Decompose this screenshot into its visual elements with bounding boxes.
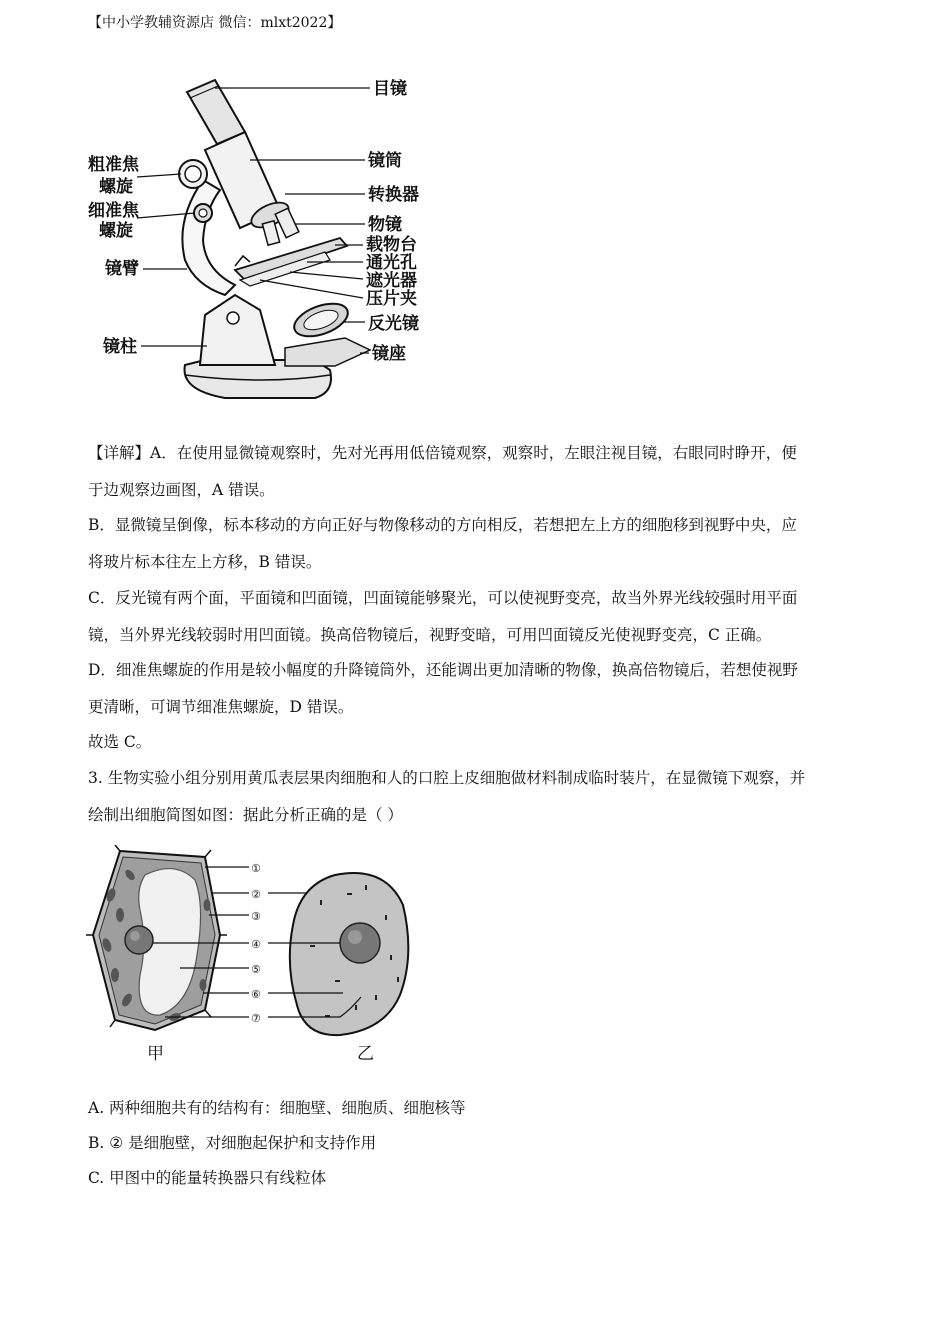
explanation-line-3: B．显微镜呈倒像，标本移动的方向正好与物像移动的方向相反，若想把左上方的细胞移到视野中央，应 bbox=[88, 516, 797, 534]
plant-cell-nucleus bbox=[125, 926, 153, 954]
cell-label-5: ⑤ bbox=[251, 963, 261, 976]
question-stem-line-1: 3. 生物实验小组分别用黄瓜表层果肉细胞和人的口腔上皮细胞做材料制成临时装片，在显微镜下观察，并 bbox=[88, 769, 806, 787]
microscope-eyepiece bbox=[187, 80, 245, 144]
explanation-conclusion: 故选 C。 bbox=[88, 733, 152, 751]
cell-label-6: ⑥ bbox=[251, 988, 261, 1001]
caption-plant-cell: 甲 bbox=[147, 1044, 164, 1064]
label-objective: 物镜 bbox=[368, 215, 402, 235]
label-aperture: 通光孔 bbox=[366, 253, 417, 273]
explanation-line-4: 将玻片标本往左上方移，B 错误。 bbox=[88, 553, 322, 571]
cell-label-7: ⑦ bbox=[251, 1012, 261, 1025]
explanation-line-2: 于边观察边画图，A 错误。 bbox=[88, 481, 275, 499]
cell-label-2: ② bbox=[251, 888, 261, 901]
option-b: B. ② 是细胞壁，对细胞起保护和支持作用 bbox=[88, 1134, 377, 1152]
label-fine-1: 细准焦 bbox=[88, 201, 139, 221]
cell-label-1: ① bbox=[251, 862, 261, 875]
header-watermark: 【中小学教辅资源店 微信：mlxt2022】 bbox=[88, 15, 342, 31]
label-tube: 镜筒 bbox=[368, 151, 402, 171]
option-c: C. 甲图中的能量转换器只有线粒体 bbox=[88, 1169, 327, 1187]
explanation-line-8: 更清晰，可调节细准焦螺旋，D 错误。 bbox=[88, 698, 354, 716]
label-eyepiece: 目镜 bbox=[373, 79, 407, 99]
label-base: 镜座 bbox=[372, 344, 406, 364]
cell-label-3: ③ bbox=[251, 910, 261, 923]
cell-label-4: ④ bbox=[251, 938, 261, 951]
animal-cell-nucleus bbox=[340, 923, 380, 963]
explanation-line-1: 【详解】A．在使用显微镜观察时，先对光再用低倍镜观察，观察时，左眼注视目镜，右眼同时睁开，便 bbox=[88, 444, 797, 462]
explanation-line-7: D．细准焦螺旋的作用是较小幅度的升降镜筒外，还能调出更加清晰的物像，换高倍物镜后，若想使视野 bbox=[88, 661, 798, 679]
label-coarse-1: 粗准焦 bbox=[88, 155, 139, 175]
explanation-line-5: C．反光镜有两个面，平面镜和凹面镜，凹面镜能够聚光，可以使视野变亮，故当外界光线较强时用平面 bbox=[88, 589, 798, 607]
label-fine-2: 螺旋 bbox=[99, 221, 133, 241]
label-clip: 压片夹 bbox=[366, 289, 417, 309]
caption-animal-cell: 乙 bbox=[357, 1044, 374, 1064]
label-arm: 镜臂 bbox=[105, 259, 139, 279]
question-stem-line-2: 绘制出细胞简图如图：据此分析正确的是（ ） bbox=[88, 806, 403, 824]
explanation-line-6: 镜，当外界光线较弱时用凹面镜。换高倍物镜后，视野变暗，可用凹面镜反光使视野变亮，C 正确。 bbox=[88, 626, 772, 644]
microscope-stage bbox=[235, 238, 347, 280]
option-a: A. 两种细胞共有的结构有：细胞壁、细胞质、细胞核等 bbox=[88, 1099, 466, 1117]
label-diaphragm: 遮光器 bbox=[366, 271, 417, 291]
label-stage: 载物台 bbox=[366, 235, 417, 255]
label-pillar: 镜柱 bbox=[103, 337, 137, 357]
microscope-pillar bbox=[200, 295, 275, 365]
microscope-diagram bbox=[85, 70, 430, 410]
cell-diagram bbox=[85, 845, 420, 1070]
label-nosepiece: 转换器 bbox=[368, 185, 419, 205]
label-mirror: 反光镜 bbox=[368, 314, 419, 334]
label-coarse-2: 螺旋 bbox=[99, 177, 133, 197]
